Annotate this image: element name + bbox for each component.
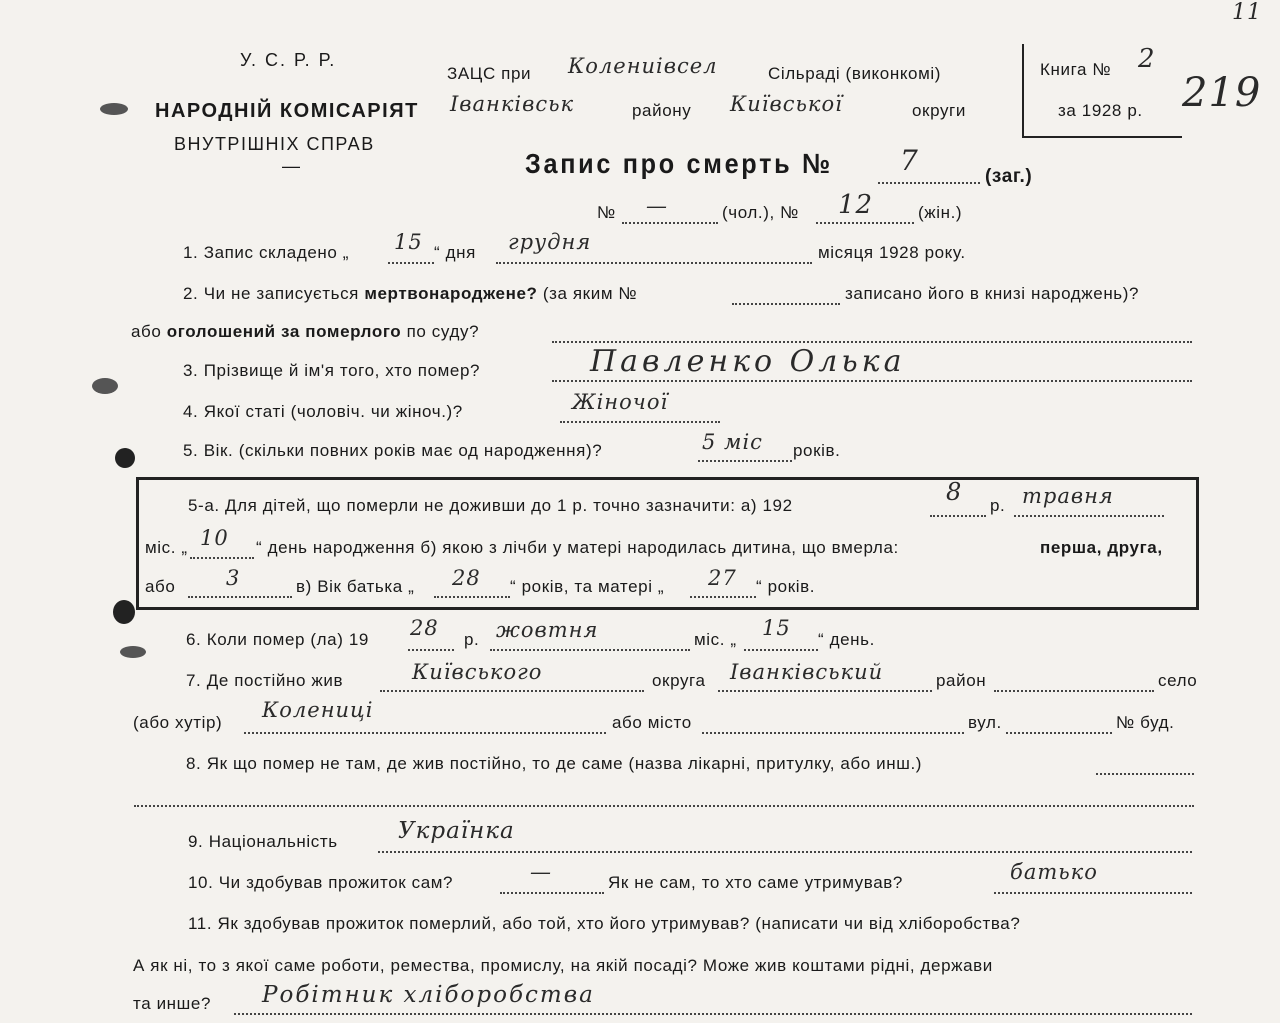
okruha-label: округи xyxy=(912,101,966,120)
ink-stain xyxy=(113,600,135,624)
hw-res-village: Колениці xyxy=(262,698,374,722)
item-9-label: 9. Національність xyxy=(188,832,338,851)
dots xyxy=(188,596,292,598)
hw-book-no: 2 xyxy=(1138,44,1156,74)
item-5a-line-3c: “ років, та матері „ xyxy=(510,577,665,596)
item-5-years: років. xyxy=(793,441,841,460)
item-5a-r: р. xyxy=(990,496,1006,515)
item-3-label: 3. Прізвище й ім'я того, хто помер? xyxy=(183,361,481,380)
ink-stain xyxy=(92,378,118,394)
hw-death-year: 28 xyxy=(410,616,439,640)
item-6-day-label: “ день. xyxy=(818,630,875,649)
dots xyxy=(500,892,604,894)
female-label: (жін.) xyxy=(918,203,963,222)
item-10-who-label: Як не сам, то хто саме утримував? xyxy=(608,873,903,892)
item-11-line-1: 11. Як здобував прожиток померлий, або той, хто його утримував? (написати чи від хліборобства? xyxy=(188,914,1021,933)
item-5a-line-2a: міс. „ xyxy=(145,538,188,557)
dots xyxy=(134,805,1194,807)
hw-council: Колениівсел xyxy=(568,54,718,78)
hw-record-month: грудня xyxy=(508,230,592,254)
dots xyxy=(434,596,510,598)
dots xyxy=(702,732,964,734)
item-5a-line-3a: або xyxy=(145,577,176,596)
item-5a-line-3d: “ років. xyxy=(756,577,816,596)
male-label: (чол.), № xyxy=(722,203,799,222)
hw-mother-age: 27 xyxy=(708,566,737,590)
hw-res-raion: Іванківський xyxy=(730,660,884,684)
item-7-house: № буд. xyxy=(1116,713,1175,732)
hw-nationality: Українка xyxy=(398,818,515,844)
hw-record-no: 7 xyxy=(900,144,919,177)
header-dash: — xyxy=(282,156,300,176)
item-2-bold: мертвонароджене? xyxy=(364,284,538,303)
item-5a-line-3b: в) Вік батька „ xyxy=(296,577,415,596)
item-2-d-bold: оголошений за померлого xyxy=(166,322,402,341)
item-7-raion: район xyxy=(936,671,987,690)
item-5a-line-2b: “ день народження б) якою з лічби у матері народилась дитина, що вмерла: xyxy=(256,538,899,557)
item-2-d-a: або xyxy=(131,322,162,341)
page-title: Запис про смерть № xyxy=(525,148,833,179)
item-10-label: 10. Чи здобував прожиток сам? xyxy=(188,873,454,892)
dots xyxy=(552,341,1192,343)
dots xyxy=(878,182,980,184)
item-6-label: 6. Коли помер (ла) 19 xyxy=(186,630,369,649)
dots xyxy=(930,515,986,517)
item-7-street: вул. xyxy=(968,713,1002,732)
item-6-month-label: міс. „ xyxy=(694,630,737,649)
hw-infant-month: травня xyxy=(1022,484,1114,508)
item-5a-line-1: 5-а. Для дітей, що померли не доживши до 1 р. точно зазначити: а) 192 xyxy=(188,496,793,515)
item-7-village: село xyxy=(1158,671,1198,690)
dots xyxy=(490,649,690,651)
item-7-okruha: округа xyxy=(652,671,706,690)
title-suffix: (заг.) xyxy=(985,166,1033,187)
dots xyxy=(244,732,606,734)
hw-supporter: батько xyxy=(1010,860,1098,884)
item-2-label xyxy=(183,284,637,304)
item-11-line-3: та инше? xyxy=(133,994,212,1013)
item-1-day-label: “ дня xyxy=(434,243,476,262)
ink-stain xyxy=(115,448,135,468)
dots xyxy=(378,851,1192,853)
dots xyxy=(622,222,718,224)
year-label: за 1928 р. xyxy=(1058,101,1143,120)
hw-district: Іванківськ xyxy=(450,92,575,116)
item-5a-line-2bold: перша, друга, xyxy=(1040,538,1163,557)
dots xyxy=(718,690,932,692)
hw-birth-order: 3 xyxy=(226,566,241,590)
no-label: № xyxy=(597,203,616,222)
ink-stain xyxy=(100,103,128,115)
hw-res-okruha: Київського xyxy=(412,660,543,684)
dots xyxy=(698,460,792,462)
dots xyxy=(994,892,1192,894)
book-label: Книга № xyxy=(1040,60,1112,79)
item-2-d-b: по суду? xyxy=(406,322,480,341)
village-council-label: Сільраді (виконкомі) xyxy=(768,64,942,83)
hw-father-age: 28 xyxy=(452,566,481,590)
hw-female-no: 12 xyxy=(838,190,874,220)
hw-page-no: 219 xyxy=(1182,70,1262,116)
hw-sex: Жіночої xyxy=(572,390,669,414)
dots xyxy=(732,303,840,305)
dots xyxy=(1096,773,1194,775)
dots xyxy=(690,596,756,598)
internal-affairs-heading: ВНУТРІШНІХ СПРАВ xyxy=(174,134,375,154)
dots xyxy=(560,421,720,423)
item-1-month-label: місяця 1928 року. xyxy=(818,243,966,262)
item-6-r: р. xyxy=(464,630,480,649)
item-11-line-2: А як ні, то з якої саме роботи, ремества, промислу, на якій посаді? Може жив коштами рідні, держави xyxy=(133,956,993,975)
ussr-label: У. С. Р. Р. xyxy=(240,50,337,70)
dots xyxy=(380,690,644,692)
hw-okruha: Київської xyxy=(730,92,843,116)
item-7-khutir: (або хутір) xyxy=(133,713,223,732)
hw-age: 5 міс xyxy=(702,430,763,454)
hw-infant-day: 10 xyxy=(200,526,229,550)
item-7-label: 7. Де постійно жив xyxy=(186,671,344,690)
item-5-label: 5. Вік. (скільки повних років має од народження)? xyxy=(183,441,603,460)
dots xyxy=(816,222,914,224)
district-label: району xyxy=(632,101,692,120)
item-8-label: 8. Як що помер не там, де жив постійно, то де саме (назва лікарні, притулку, або инш.) xyxy=(186,754,923,773)
dots xyxy=(994,690,1154,692)
dots xyxy=(388,262,434,264)
item-2-a: 2. Чи не записується xyxy=(183,284,359,303)
hw-self-support: — xyxy=(530,860,552,884)
dots xyxy=(496,262,812,264)
zags-label: ЗАЦС при xyxy=(447,64,532,83)
ink-stain xyxy=(120,646,146,658)
hw-infant-year: 8 xyxy=(946,478,963,506)
dots xyxy=(408,649,454,651)
hw-death-month: жовтня xyxy=(496,618,599,642)
dots xyxy=(552,380,1192,382)
book-box xyxy=(1022,44,1182,138)
hw-record-day: 15 xyxy=(394,230,423,254)
dots xyxy=(190,557,254,559)
hw-deceased-name: Павленко Олька xyxy=(590,344,906,379)
item-2-c: записано його в книзі народжень)? xyxy=(845,284,1140,303)
dots xyxy=(234,1013,1192,1015)
item-2-d xyxy=(131,322,479,342)
hw-male-no: — xyxy=(646,194,668,218)
item-2-b: (за яким № xyxy=(542,284,638,303)
corner-mark: 11 xyxy=(1232,0,1262,25)
hw-occupation: Робітник хліборобства xyxy=(262,982,595,1008)
item-7-city: або місто xyxy=(612,713,692,732)
item-4-label: 4. Якої статі (чоловіч. чи жіноч.)? xyxy=(183,402,463,421)
dots xyxy=(1006,732,1112,734)
dots xyxy=(744,649,818,651)
hw-death-day: 15 xyxy=(762,616,791,640)
item-1-label: 1. Запис складено „ xyxy=(183,243,350,262)
commissariat-heading: НАРОДНІЙ КОМІСАРІЯТ xyxy=(155,100,419,122)
dots xyxy=(1014,515,1164,517)
